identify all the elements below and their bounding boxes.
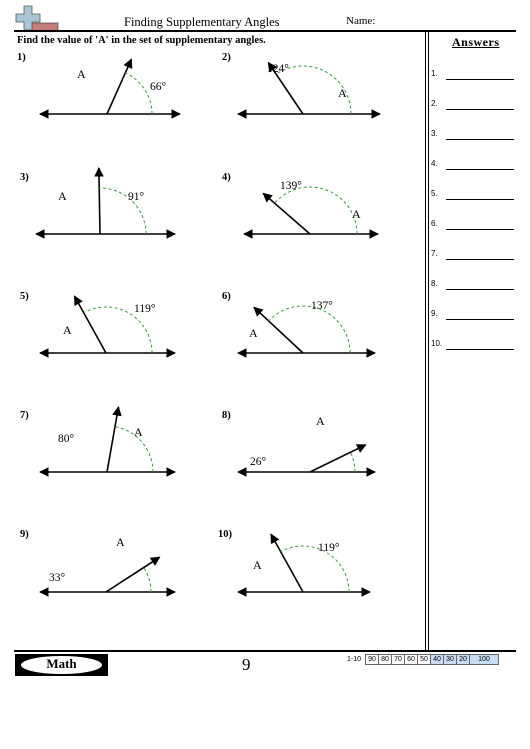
problem-6 [222,291,375,353]
math-badge [15,654,108,676]
answer-row[interactable] [431,219,516,233]
problem-number: 6) [222,291,231,302]
problem-2 [222,52,380,114]
unknown-angle-label: A [338,86,347,100]
angle-value: 91° [128,191,145,203]
score-cell: 60 [404,654,417,665]
angle-value: 139° [280,180,302,192]
angle-value: 119° [134,303,156,315]
unknown-angle-label: A [352,207,361,221]
unknown-angle-label: A [77,67,86,81]
answer-number: 3. [431,129,438,138]
score-cell: 20 [456,654,469,665]
angle-value: 137° [311,300,333,312]
angle-ray [271,534,303,592]
instructions: Find the value of 'A' in the set of supplementary angles. [17,35,266,46]
answer-line[interactable] [446,199,514,200]
angle-ray [263,193,310,234]
answer-row[interactable] [431,159,516,173]
score-cell: 90 [365,654,378,665]
answer-number: 5. [431,189,438,198]
angle-value: 33° [49,572,66,584]
problem-10 [218,529,370,592]
unknown-angle-label: A [58,189,67,203]
answer-row[interactable] [431,69,516,83]
problem-number: 5) [20,291,29,302]
worksheet-title: Finding Supplementary Angles [124,15,280,29]
angle-ray [106,557,160,592]
unknown-angle-label: A [253,558,262,572]
answer-row[interactable] [431,189,516,203]
answer-number: 2. [431,99,438,108]
angle-arc [275,187,357,234]
problem-9 [20,529,175,592]
problem-7 [20,407,175,472]
answer-line[interactable] [446,79,514,80]
answer-line[interactable] [446,139,514,140]
angle-value: 26° [250,456,267,468]
score-cell: 50 [417,654,430,665]
problem-5 [20,291,175,353]
answer-number: 9. [431,309,438,318]
unknown-angle-label: A [249,326,258,340]
problem-number: 1) [17,52,26,63]
answer-row[interactable] [431,309,516,323]
angle-value: 80° [58,433,75,445]
angle-arc [125,73,152,114]
angle-ray [99,168,100,234]
answer-number: 6. [431,219,438,228]
angle-ray [107,407,118,472]
math-badge-label: Math [46,656,77,671]
problem-number: 3) [20,172,29,183]
unknown-angle-label: A [134,425,143,439]
answer-column-divider-inner [428,32,429,650]
score-cell: 80 [378,654,391,665]
angle-value: 124° [267,63,289,75]
problem-number: 10) [218,529,232,540]
answer-number: 4. [431,159,438,168]
problem-8 [222,410,375,472]
answer-row[interactable] [431,339,516,353]
problem-number: 9) [20,529,29,540]
problem-number: 8) [222,410,231,421]
angle-ray [107,59,131,114]
problem-number: 2) [222,52,231,63]
answers-heading: Answers [452,35,500,49]
answer-line[interactable] [446,229,514,230]
score-cell: 40 [430,654,443,665]
answer-row[interactable] [431,129,516,143]
answer-line[interactable] [446,319,514,320]
angle-arc [269,306,350,353]
angle-ray [310,445,366,472]
angle-ray [254,307,303,353]
answer-line[interactable] [446,169,514,170]
angle-arc [144,567,151,592]
answer-number: 1. [431,69,438,78]
angle-value: 66° [150,81,167,93]
answer-line[interactable] [446,259,514,260]
score-scale [343,654,499,665]
score-scale-label: 1-10 [346,656,361,663]
score-cell: 70 [391,654,404,665]
answer-column-divider [425,32,426,650]
unknown-angle-label: A [316,414,325,428]
unknown-angle-label: A [63,323,72,337]
name-label: Name: [346,15,376,27]
answer-number: 10. [431,339,443,348]
problem-3 [20,168,175,234]
problem-4 [222,172,378,234]
page-number: 9 [242,655,251,674]
score-cell: 30 [443,654,456,665]
answer-row[interactable] [431,99,516,113]
footer-divider [14,650,516,652]
answer-row[interactable] [431,249,516,263]
score-cell: 100 [469,654,499,665]
problem-number: 7) [20,410,29,421]
answer-line[interactable] [446,109,514,110]
problem-number: 4) [222,172,231,183]
answer-row[interactable] [431,279,516,293]
answer-number: 8. [431,279,438,288]
answer-number: 7. [431,249,438,258]
angle-value: 119° [318,542,340,554]
answer-line[interactable] [446,349,514,350]
problem-1 [17,52,180,114]
angle-ray [74,296,106,353]
answer-line[interactable] [446,289,514,290]
unknown-angle-label: A [116,535,125,549]
angle-arc [350,452,355,472]
